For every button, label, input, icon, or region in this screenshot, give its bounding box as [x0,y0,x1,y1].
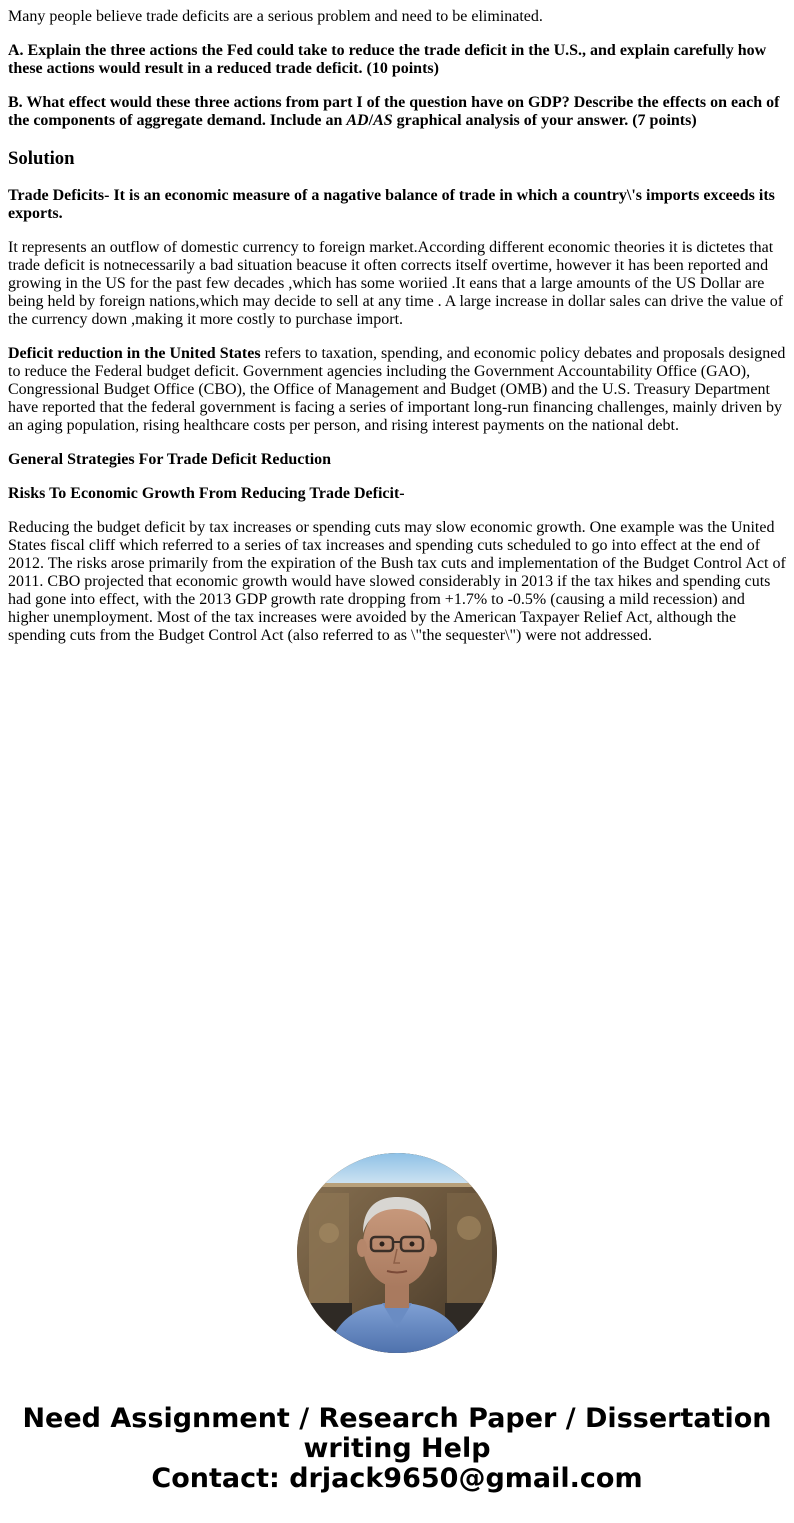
person-portrait-icon [297,1153,497,1353]
part-b-ad: AD [346,112,369,129]
question-part-b [8,94,786,130]
strategies-heading: General Strategies For Trade Deficit Reduction [8,451,332,468]
solution-paragraph-3: Reducing the budget deficit by tax increases or spending cuts may slow economic growth. One example was the United States fiscal cliff which referred to a series of tax increases and spending cuts scheduled to go into effect at the end of 2012. The risks arose primarily from the expiration of the Bush tax cuts and implementation of the Budget Control Act of 2011. CBO projected that economic growth would have slowed considerably in 2013 if the tax hikes and spending cuts had gone into effect, with the 2013 GDP growth rate dropping from +1.7% to -0.5% (causing a mild recession) and higher unemployment. Most of the tax increases were avoided by the American Taxpayer Relief Act, although the spending cuts from the Budget Control Act (also referred to as \"the sequester\") were not addressed. [8,519,786,644]
promo-line-1: Need Assignment / Research Paper / Dissertation [22,1403,772,1434]
deficit-reduction-term: Deficit reduction in the United States [8,345,261,362]
solution-paragraph-2 [8,345,786,435]
deficit-reduction-text: refers to taxation, spending, and economic policy debates and proposals designed to reduce the Federal budget deficit. Government agencies including the Government Accountability Office (GAO), Congressional Budget Office (CBO), the Office of Management and Budget (OMB) and the U.S. Treasury Department have reported that the federal government is facing a series of important long-run financing challenges, mainly driven by an aging population, rising healthcare costs per person, and rising interest payments on the national debt. [8,345,786,434]
part-b-suffix: graphical analysis of your answer. (7 points) [392,112,697,129]
part-b-slash: / [368,112,374,129]
question-part-a: A. Explain the three actions the Fed could take to reduce the trade deficit in the U.S., and explain carefully how these actions would result in a reduced trade deficit. (10 points) [8,42,767,77]
part-b-as: AS [373,112,393,129]
part-b-prefix: B. What effect would these three actions from part I of the question have on GDP? Describe the effects on each of the components of aggregate demand. Include an [8,94,780,129]
author-photo [297,1153,497,1353]
document-body [8,8,786,661]
solution-heading: Solution [8,148,75,169]
question-intro: Many people believe trade deficits are a serious problem and need to be eliminated. [8,8,543,25]
promo-banner [0,1404,794,1494]
risks-heading: Risks To Economic Growth From Reducing Trade Deficit- [8,485,405,502]
trade-deficit-definition: Trade Deficits- It is an economic measure of a nagative balance of trade in which a country\'s imports exceeds its exports. [8,187,775,222]
solution-paragraph-1: It represents an outflow of domestic currency to foreign market.According different economic theories it is dictetes that trade deficit is notnecessarily a bad situation beacuse it often corrects itself overtime, however it has been reported and growing in the US for the past few decades ,which has some woriied .It eans that a large amounts of the US Dollar are being held by foreign nations,which may decide to sell at any time . A large increase in dollar sales can drive the value of the currency down ,making it more costly to purchase import. [8,239,784,328]
promo-line-2: writing Help [303,1433,491,1464]
promo-contact: Contact: drjack9650@gmail.com [151,1463,643,1494]
